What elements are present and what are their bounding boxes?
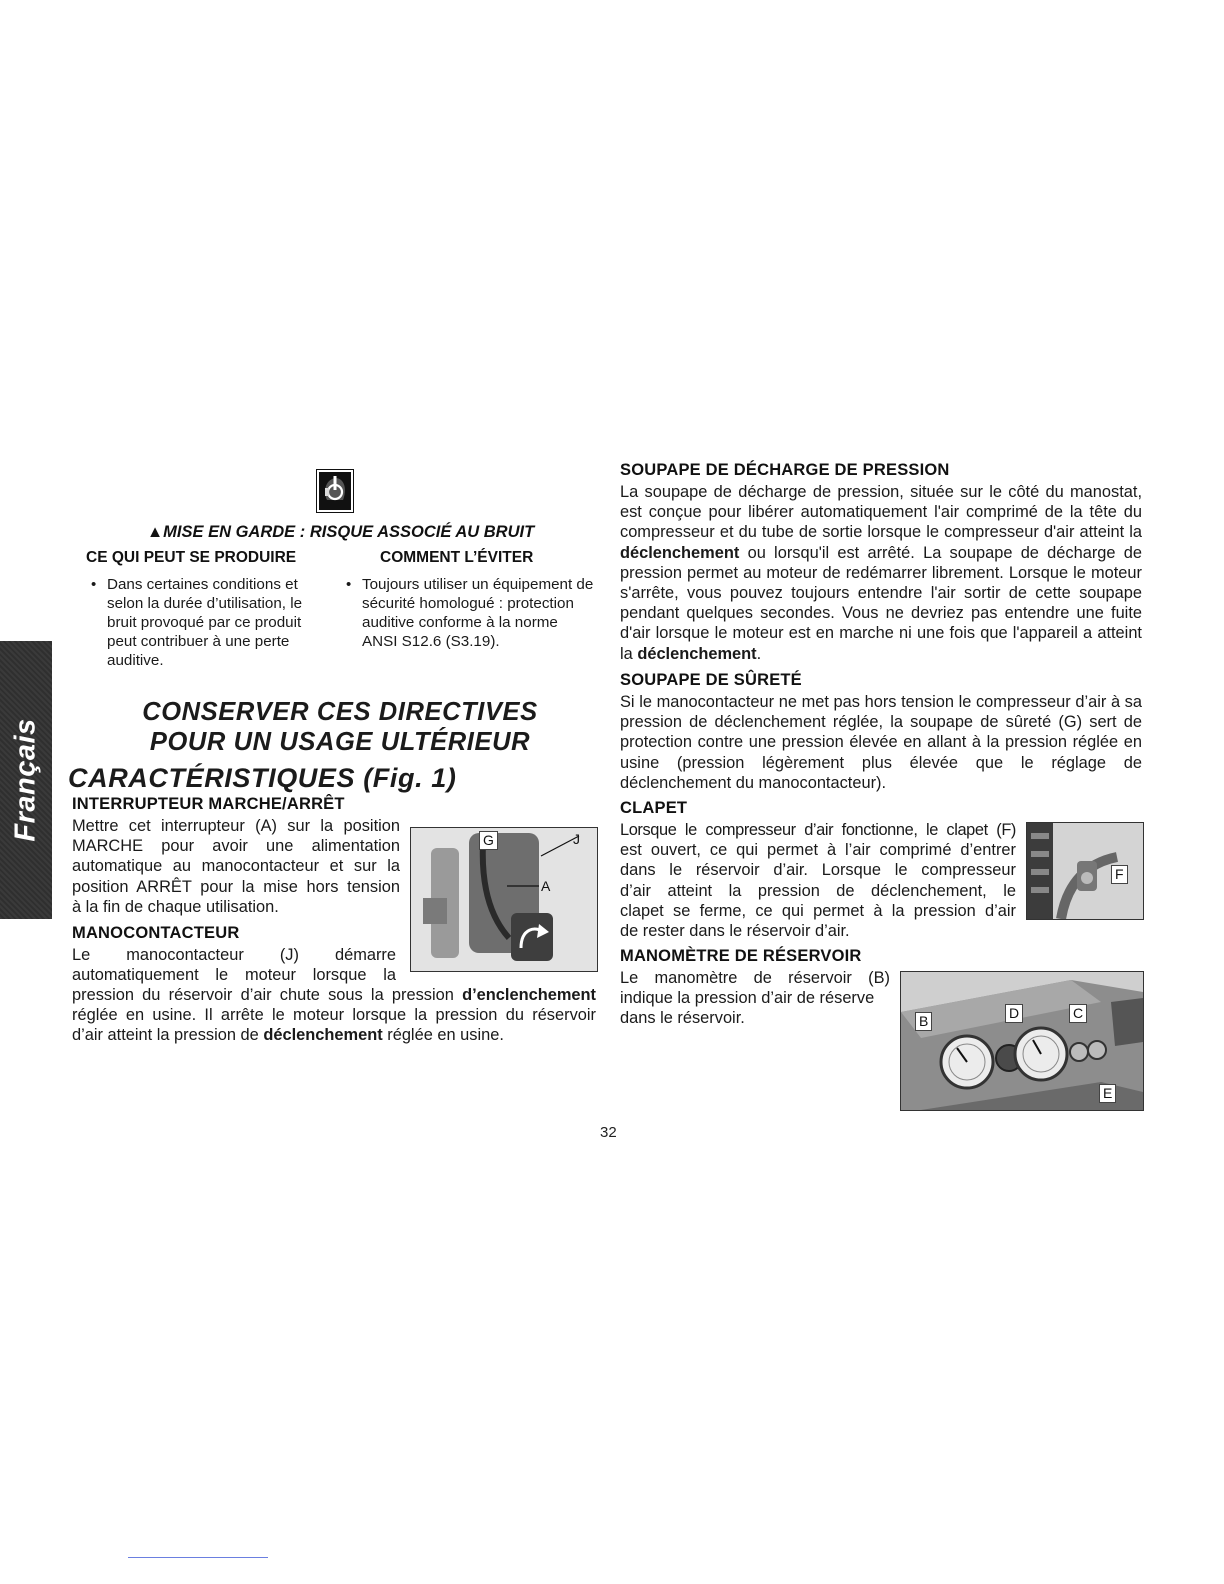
page-number: 32 — [600, 1124, 617, 1141]
check-valve-paragraph: Lorsque le compresseur d’air fonctionne, le clapet (F) est ouvert, ce qui permet à l’air comprimé d’entrer dans le réservoir d’air. Lorsque le compresseur d’air atteint la pression de déclenchement, le clapet se ferme, ce qui permet à la pression d’air de rester dans le réservoir d’air. — [620, 821, 1016, 941]
label-j: J — [573, 831, 580, 847]
warning-col2-heading: COMMENT L’ÉVITER — [380, 549, 534, 566]
keep-instructions-heading: CONSERVER CES DIRECTIVES POUR UN USAGE ULTÉRIEUR — [142, 698, 538, 756]
bottom-rule — [128, 1557, 268, 1558]
relief-valve-paragraph: La soupape de décharge de pression, située sur le côté du manostat, est conçue pour libérer automatiquement l'air comprimé de la tête du compresseur et du tube de sortie lorsque le compresseur d'air atteint la déclenchement ou lorsqu'il est arrêté. La soupape de décharge de pression permet au moteur de redémarrer librement. Lorsque le moteur s'arrête, vous pouvez toujours entendre l'air sortir de cette soupape pendant quelques secondes. Vous ne devriez pas entendre une fuite d'air lorsque le moteur est en marche ni une fois que l'appareil a atteint la déclenchement. — [620, 483, 1142, 663]
label-b: B — [915, 1012, 932, 1031]
pressure-switch-heading: MANOCONTACTEUR — [72, 924, 240, 942]
tank-gauge-paragraph: Le manomètre de réservoir (B) indique la pression d’air de réserve dans le réservoir. — [620, 969, 890, 1028]
warning-col2-bullet: • Toujours utiliser un équipement de sécurité homologué : protection auditive conforme à la norme ANSI S12.6 (S3.19). — [346, 576, 594, 650]
label-e: E — [1099, 1084, 1116, 1103]
pressure-switch-lines-full: pression du réservoir d’air chute sous la pression d’enclenchement réglée en usine. Il arrête le moteur lorsque la pression du réservoir d’air atteint la pression de déclenchement réglée en usine. — [72, 986, 596, 1045]
switch-paragraph: Mettre cet interrupteur (A) sur la position MARCHE pour avoir une alimentation automatique au manocontacteur et sur la position ARRÊT pour la mise hors tension à la fin de chaque utilisation. — [72, 817, 400, 916]
label-c: C — [1069, 1004, 1087, 1023]
tank-gauge-heading: MANOMÈTRE DE RÉSERVOIR — [620, 947, 862, 965]
switch-heading: INTERRUPTEUR MARCHE/ARRÊT — [72, 795, 345, 813]
pressure-switch-figure — [410, 827, 598, 972]
pressure-switch-lines-short: Le manocontacteur (J) démarre automatiquement le moteur lorsque la — [72, 946, 396, 985]
label-d: D — [1005, 1004, 1023, 1023]
label-f: F — [1111, 865, 1128, 884]
warning-title: ▲MISE EN GARDE : RISQUE ASSOCIÉ AU BRUIT — [146, 523, 535, 541]
safety-valve-paragraph: Si le manocontacteur ne met pas hors tension le compresseur d’air à sa pression de déclenchement réglée, la soupape de sûreté (G) sert de protection contre une pression élevée en allant à la pression réglée en usine (pression légèrement plus élevée que le réglage de déclenchement du manocontacteur). — [620, 693, 1142, 792]
side-tab-label: Français — [9, 718, 42, 842]
features-heading: CARACTÉRISTIQUES (Fig. 1) — [68, 763, 457, 793]
safety-valve-heading: SOUPAPE DE SÛRETÉ — [620, 671, 802, 689]
warning-col1-heading: CE QUI PEUT SE PRODUIRE — [86, 549, 297, 566]
bullet-icon: • — [346, 576, 352, 593]
label-a: A — [541, 878, 551, 894]
warning-col1-bullet: • Dans certaines conditions et selon la durée d’utilisation, le bruit provoqué par ce produit peut contribuer à une perte auditive. — [91, 576, 303, 669]
check-valve-figure — [1026, 822, 1144, 920]
gauges-figure — [900, 971, 1144, 1111]
hearing-protection-icon — [316, 469, 354, 513]
language-side-tab — [0, 641, 52, 919]
warning-triangle-icon: ▲ — [146, 523, 164, 541]
bullet-icon: • — [91, 576, 97, 593]
check-valve-heading: CLAPET — [620, 799, 688, 817]
label-g: G — [479, 831, 498, 850]
relief-valve-heading: SOUPAPE DE DÉCHARGE DE PRESSION — [620, 461, 950, 479]
pressure-switch-illustration — [411, 828, 597, 971]
